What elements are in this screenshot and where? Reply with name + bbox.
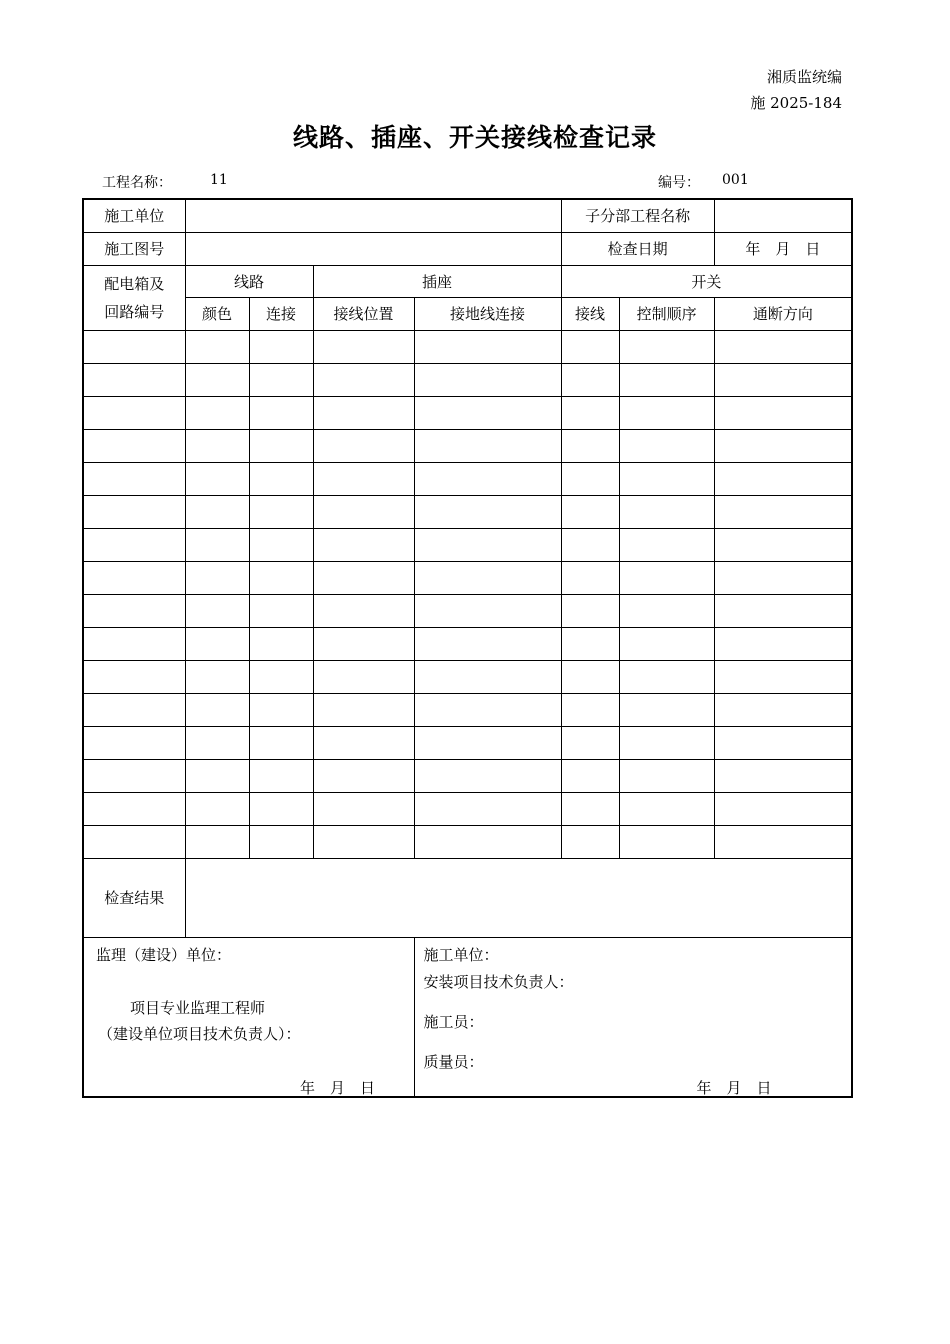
record-cell[interactable] <box>714 561 852 594</box>
record-row <box>83 396 852 429</box>
constructor-label: 施工员： <box>423 1012 484 1031</box>
record-cell[interactable] <box>414 462 561 495</box>
record-cell[interactable] <box>249 330 313 363</box>
record-cell[interactable] <box>185 759 249 792</box>
record-cell[interactable] <box>619 561 714 594</box>
record-cell[interactable] <box>714 792 852 825</box>
record-cell[interactable] <box>619 396 714 429</box>
record-cell[interactable] <box>619 462 714 495</box>
drawing-number-field[interactable] <box>185 232 561 265</box>
record-cell[interactable] <box>83 396 185 429</box>
record-cell[interactable] <box>185 495 249 528</box>
record-cell[interactable] <box>619 825 714 858</box>
record-cell[interactable] <box>313 627 414 660</box>
record-cell[interactable] <box>313 462 414 495</box>
supervision-engineer-note: （建设单位项目技术负责人）： <box>98 1024 301 1043</box>
record-cell[interactable] <box>714 693 852 726</box>
record-cell[interactable] <box>714 594 852 627</box>
record-cell[interactable] <box>414 363 561 396</box>
record-row <box>83 561 852 594</box>
result-field[interactable] <box>185 858 852 937</box>
record-cell[interactable] <box>249 561 313 594</box>
header-column-row <box>83 297 852 330</box>
record-cell[interactable] <box>313 660 414 693</box>
record-cell[interactable] <box>83 594 185 627</box>
record-cell[interactable] <box>83 792 185 825</box>
record-cell[interactable] <box>249 495 313 528</box>
record-cell[interactable] <box>249 825 313 858</box>
record-cell[interactable] <box>619 627 714 660</box>
group-line-header: 线路 <box>185 265 313 297</box>
record-row <box>83 627 852 660</box>
construction-unit-label: 施工单位 <box>83 199 185 232</box>
record-cell[interactable] <box>313 528 414 561</box>
supervision-date: 年 月 日 <box>300 1078 376 1097</box>
record-cell[interactable] <box>313 759 414 792</box>
record-cell[interactable] <box>561 330 619 363</box>
record-cell[interactable] <box>249 462 313 495</box>
record-cell[interactable] <box>561 561 619 594</box>
record-cell[interactable] <box>561 726 619 759</box>
sub-project-field[interactable] <box>714 199 852 232</box>
record-row <box>83 363 852 396</box>
result-row <box>83 858 852 937</box>
record-cell[interactable] <box>619 363 714 396</box>
record-row <box>83 594 852 627</box>
record-cell[interactable] <box>249 594 313 627</box>
result-label: 检查结果 <box>83 858 185 937</box>
construction-unit-sign-label: 施工单位： <box>423 945 499 964</box>
record-cell[interactable] <box>185 825 249 858</box>
record-cell[interactable] <box>561 429 619 462</box>
record-cell[interactable] <box>83 528 185 561</box>
record-cell[interactable] <box>83 330 185 363</box>
supervision-engineer-label: 项目专业监理工程师 <box>130 998 266 1017</box>
install-tech-lead-label: 安装项目技术负责人： <box>423 972 574 991</box>
record-cell[interactable] <box>83 429 185 462</box>
record-cell[interactable] <box>249 627 313 660</box>
record-cell[interactable] <box>313 726 414 759</box>
record-cell[interactable] <box>83 693 185 726</box>
number-label: 编号： <box>658 175 700 191</box>
record-cell[interactable] <box>414 693 561 726</box>
record-cell[interactable] <box>619 693 714 726</box>
record-row <box>83 462 852 495</box>
info-row-2 <box>83 232 852 265</box>
check-date-label: 检查日期 <box>561 232 714 265</box>
record-cell[interactable] <box>414 792 561 825</box>
record-cell[interactable] <box>249 759 313 792</box>
record-cell[interactable] <box>619 330 714 363</box>
record-cell[interactable] <box>313 495 414 528</box>
record-cell[interactable] <box>83 726 185 759</box>
record-cell[interactable] <box>561 693 619 726</box>
inspection-form-table <box>82 198 853 1098</box>
col-control-order-header: 控制顺序 <box>619 297 714 330</box>
record-cell[interactable] <box>619 528 714 561</box>
page-title: 线路、插座、开关接线检查记录 <box>292 123 657 152</box>
record-cell[interactable] <box>313 594 414 627</box>
record-cell[interactable] <box>714 462 852 495</box>
form-code-line2: 施 2025-184 <box>750 94 842 112</box>
record-cell[interactable] <box>313 396 414 429</box>
record-cell[interactable] <box>249 429 313 462</box>
record-cell[interactable] <box>313 363 414 396</box>
record-cell[interactable] <box>185 660 249 693</box>
record-cell[interactable] <box>414 726 561 759</box>
header-group-row <box>83 265 852 297</box>
record-cell[interactable] <box>185 429 249 462</box>
signature-row <box>83 937 852 1097</box>
record-cell[interactable] <box>714 363 852 396</box>
record-cell[interactable] <box>714 825 852 858</box>
construction-date: 年 月 日 <box>696 1078 772 1097</box>
record-cell[interactable] <box>185 528 249 561</box>
construction-unit-field[interactable] <box>185 199 561 232</box>
record-cell[interactable] <box>313 330 414 363</box>
record-cell[interactable] <box>414 429 561 462</box>
group-socket-header: 插座 <box>313 265 561 297</box>
record-cell[interactable] <box>83 660 185 693</box>
construction-signature-block <box>414 937 852 1097</box>
record-cell[interactable] <box>714 627 852 660</box>
record-cell[interactable] <box>249 660 313 693</box>
record-cell[interactable] <box>83 495 185 528</box>
record-cell[interactable] <box>714 528 852 561</box>
record-cell[interactable] <box>619 594 714 627</box>
project-name-label: 工程名称： <box>102 175 172 191</box>
record-cell[interactable] <box>414 825 561 858</box>
record-row <box>83 792 852 825</box>
record-cell[interactable] <box>714 429 852 462</box>
col-on-off-direction-header: 通断方向 <box>714 297 852 330</box>
record-cell[interactable] <box>619 660 714 693</box>
record-cell[interactable] <box>313 561 414 594</box>
box-circuit-label <box>83 265 185 330</box>
record-cell[interactable] <box>185 726 249 759</box>
record-cell[interactable] <box>414 561 561 594</box>
record-cell[interactable] <box>185 462 249 495</box>
project-name-value: 11 <box>210 172 228 188</box>
record-cell[interactable] <box>83 363 185 396</box>
record-cell[interactable] <box>414 495 561 528</box>
record-cell[interactable] <box>185 363 249 396</box>
record-cell[interactable] <box>561 660 619 693</box>
record-cell[interactable] <box>185 792 249 825</box>
record-row <box>83 693 852 726</box>
box-circuit-label-line1: 配电箱及 <box>104 274 165 293</box>
record-row <box>83 528 852 561</box>
supervision-signature-block <box>83 937 414 1097</box>
record-cell[interactable] <box>185 330 249 363</box>
record-cell[interactable] <box>313 825 414 858</box>
record-row <box>83 429 852 462</box>
box-circuit-label-line2: 回路编号 <box>104 302 165 321</box>
number-value: 001 <box>722 172 749 188</box>
col-connection-header: 连接 <box>249 297 313 330</box>
col-switch-wiring-header: 接线 <box>561 297 619 330</box>
col-color-header: 颜色 <box>185 297 249 330</box>
record-cell[interactable] <box>714 660 852 693</box>
record-cell[interactable] <box>414 594 561 627</box>
record-cell[interactable] <box>414 627 561 660</box>
record-row <box>83 825 852 858</box>
record-cell[interactable] <box>714 759 852 792</box>
record-cell[interactable] <box>561 825 619 858</box>
group-switch-header: 开关 <box>561 265 852 297</box>
record-cell[interactable] <box>249 726 313 759</box>
record-cell[interactable] <box>249 363 313 396</box>
record-cell[interactable] <box>313 792 414 825</box>
record-cell[interactable] <box>83 561 185 594</box>
record-cell[interactable] <box>249 693 313 726</box>
col-wiring-position-header: 接线位置 <box>313 297 414 330</box>
record-cell[interactable] <box>185 594 249 627</box>
record-cell[interactable] <box>561 396 619 429</box>
record-cell[interactable] <box>714 495 852 528</box>
record-cell[interactable] <box>561 462 619 495</box>
record-row <box>83 660 852 693</box>
record-cell[interactable] <box>714 330 852 363</box>
record-row <box>83 495 852 528</box>
record-cell[interactable] <box>414 528 561 561</box>
record-cell[interactable] <box>83 627 185 660</box>
record-cell[interactable] <box>83 462 185 495</box>
record-row <box>83 726 852 759</box>
record-cell[interactable] <box>185 396 249 429</box>
record-cell[interactable] <box>561 792 619 825</box>
record-row <box>83 330 852 363</box>
info-row-1 <box>83 199 852 232</box>
record-cell[interactable] <box>414 330 561 363</box>
record-cell[interactable] <box>185 627 249 660</box>
supervision-unit-label: 监理（建设）单位： <box>96 945 232 964</box>
quality-inspector-label: 质量员： <box>423 1052 484 1071</box>
record-cell[interactable] <box>249 528 313 561</box>
record-cell[interactable] <box>185 561 249 594</box>
record-cell[interactable] <box>249 396 313 429</box>
record-cell[interactable] <box>414 759 561 792</box>
record-cell[interactable] <box>313 693 414 726</box>
record-cell[interactable] <box>83 759 185 792</box>
record-cell[interactable] <box>619 792 714 825</box>
record-cell[interactable] <box>185 693 249 726</box>
col-ground-connection-header: 接地线连接 <box>414 297 561 330</box>
record-cell[interactable] <box>561 594 619 627</box>
record-cell[interactable] <box>561 363 619 396</box>
record-cell[interactable] <box>619 759 714 792</box>
record-cell[interactable] <box>414 396 561 429</box>
record-cell[interactable] <box>414 660 561 693</box>
drawing-number-label: 施工图号 <box>83 232 185 265</box>
check-date-field[interactable]: 年 月 日 <box>714 232 852 265</box>
record-cell[interactable] <box>619 495 714 528</box>
sub-project-label: 子分部工程名称 <box>561 199 714 232</box>
record-cell[interactable] <box>83 825 185 858</box>
record-cell[interactable] <box>561 528 619 561</box>
record-cell[interactable] <box>619 726 714 759</box>
record-cell[interactable] <box>561 627 619 660</box>
record-cell[interactable] <box>561 495 619 528</box>
record-cell[interactable] <box>714 726 852 759</box>
record-cell[interactable] <box>561 759 619 792</box>
record-row <box>83 759 852 792</box>
record-cell[interactable] <box>714 396 852 429</box>
record-cell[interactable] <box>619 429 714 462</box>
record-cell[interactable] <box>313 429 414 462</box>
record-cell[interactable] <box>249 792 313 825</box>
form-code-line1: 湘质监统编 <box>766 68 842 86</box>
